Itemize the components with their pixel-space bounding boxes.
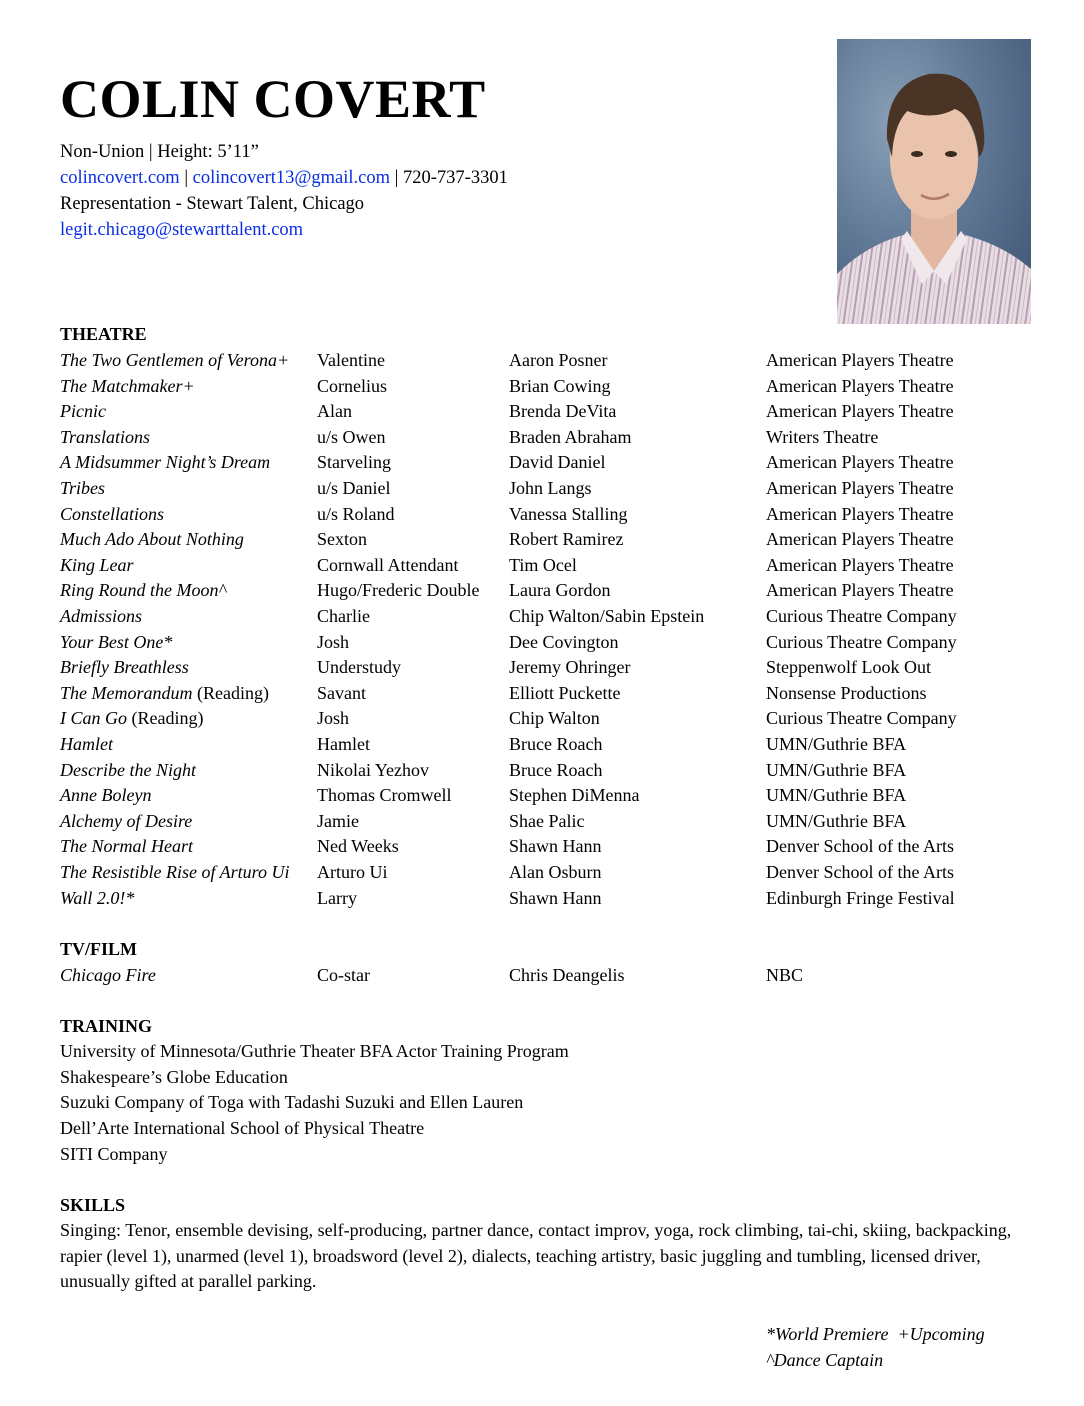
credit-role: Josh — [317, 708, 350, 729]
training-list — [60, 1039, 569, 1168]
credit-role: Charlie — [317, 606, 370, 626]
representation-line: Representation - Stewart Talent, Chicago — [60, 194, 365, 214]
credit-company: UMN/Guthrie BFA — [766, 759, 907, 780]
separator: | — [390, 168, 403, 188]
credit-title — [60, 782, 151, 808]
credit-title — [60, 680, 269, 706]
credit-row — [0, 603, 1084, 629]
credit-row — [0, 373, 1084, 399]
credit-title — [60, 424, 150, 450]
credit-director: Alan Osburn — [509, 862, 602, 882]
phone-number: 720-737-3301 — [403, 168, 508, 188]
show-title: King Lear — [60, 554, 134, 575]
credit-title — [60, 475, 105, 501]
credit-row — [0, 962, 1084, 988]
credit-director: Chip Walton/Sabin Epstein — [509, 606, 705, 626]
credit-role: Savant — [317, 682, 366, 703]
credit-title — [60, 859, 290, 885]
credit-director: Stephen DiMenna — [509, 785, 640, 806]
credit-row — [0, 757, 1084, 783]
credit-company: Nonsense Productions — [766, 682, 927, 703]
show-title: Anne Boleyn — [60, 785, 152, 806]
show-title: The Normal Heart — [60, 836, 194, 857]
show-title: Constellations — [60, 503, 165, 524]
credit-title — [60, 731, 113, 757]
credit-company: Curious Theatre Company — [766, 708, 957, 729]
show-title: Wall 2.0!* — [60, 887, 135, 908]
credit-row — [0, 501, 1084, 527]
credit-role: Co-star — [317, 965, 370, 985]
credit-note: (Reading) — [192, 682, 269, 703]
contact-line — [60, 165, 508, 191]
credit-director: Robert Ramirez — [509, 529, 624, 550]
credit-role: Jamie — [317, 810, 359, 831]
skills-heading: SKILLS — [60, 1195, 126, 1215]
credit-director: Chip Walton — [509, 708, 600, 729]
credit-role: Cornwall Attendant — [317, 554, 459, 575]
credit-row — [0, 885, 1084, 911]
headshot-photo — [837, 39, 1031, 324]
tvfilm-heading: TV/FILM — [60, 939, 138, 959]
credit-row — [0, 475, 1084, 501]
credit-title — [60, 501, 164, 527]
credit-role: Ned Weeks — [317, 836, 399, 857]
credit-director: Shawn Hann — [509, 836, 602, 857]
credit-company: American Players Theatre — [766, 529, 954, 550]
credit-company: UMN/Guthrie BFA — [766, 734, 907, 754]
training-item: Suzuki Company of Toga with Tadashi Suzuki and Ellen Lauren — [60, 1092, 524, 1113]
show-title: Picnic — [60, 401, 106, 422]
credit-role: Larry — [317, 887, 357, 908]
credit-company: American Players Theatre — [766, 554, 954, 575]
credit-role: Thomas Cromwell — [317, 785, 452, 806]
credit-director: Dee Covington — [509, 631, 619, 652]
theatre-heading: THEATRE — [60, 324, 147, 344]
legend-line-2: ^Dance Captain — [766, 1350, 884, 1370]
credit-title — [60, 603, 142, 629]
credit-title — [60, 808, 192, 834]
credit-role: Josh — [317, 631, 350, 652]
credit-role: u/s Owen — [317, 426, 386, 447]
show-title: Your Best One* — [60, 631, 173, 652]
credit-row — [0, 654, 1084, 680]
credit-row — [0, 449, 1084, 475]
credit-company: NBC — [766, 965, 804, 985]
credit-title — [60, 373, 195, 399]
credit-company: Denver School of the Arts — [766, 862, 954, 882]
credit-title — [60, 526, 244, 552]
contact-block — [60, 139, 508, 243]
credit-row — [0, 424, 1084, 450]
credit-company: Writers Theatre — [766, 426, 879, 447]
training-item: University of Minnesota/Guthrie Theater BFA Actor Training Program — [60, 1041, 569, 1061]
credit-director: John Langs — [509, 478, 592, 498]
credit-company: American Players Theatre — [766, 478, 954, 498]
separator: | — [179, 168, 193, 188]
credit-company: American Players Theatre — [766, 350, 954, 370]
credit-row — [0, 705, 1084, 731]
credit-role: Arturo Ui — [317, 862, 388, 882]
show-title: Admissions — [60, 606, 143, 626]
credit-title — [60, 705, 203, 731]
credit-director: Jeremy Ohringer — [509, 657, 631, 678]
credit-company: Edinburgh Fringe Festival — [766, 887, 955, 908]
credit-company: American Players Theatre — [766, 580, 954, 601]
credit-title — [60, 398, 106, 424]
training-item: Shakespeare’s Globe Education — [60, 1066, 288, 1087]
credit-row — [0, 808, 1084, 834]
credit-company: American Players Theatre — [766, 375, 954, 396]
credit-director: Vanessa Stalling — [509, 503, 628, 524]
credit-title — [60, 654, 189, 680]
training-item: SITI Company — [60, 1143, 168, 1164]
credit-director: Elliott Puckette — [509, 682, 621, 703]
credit-company: Curious Theatre Company — [766, 631, 957, 652]
show-title: Describe the Night — [60, 759, 196, 780]
credit-role: Hamlet — [317, 734, 370, 754]
credit-row — [0, 577, 1084, 603]
show-title: Much Ado About Nothing — [60, 529, 244, 550]
credit-company: Denver School of the Arts — [766, 836, 954, 857]
union-height-line: Non-Union | Height: 5’11” — [60, 142, 259, 162]
credit-title — [60, 449, 270, 475]
email-link[interactable]: colincovert13@gmail.com — [192, 168, 391, 188]
credit-company: UMN/Guthrie BFA — [766, 785, 907, 806]
credit-director: Bruce Roach — [509, 734, 603, 754]
credit-row — [0, 347, 1084, 373]
credit-director: David Daniel — [509, 452, 606, 473]
credit-company: Curious Theatre Company — [766, 606, 957, 626]
credit-title — [60, 577, 226, 603]
show-title: Briefly Breathless — [60, 657, 189, 678]
show-title: Chicago Fire — [60, 965, 156, 985]
show-title: Ring Round the Moon^ — [60, 580, 227, 601]
credit-role: Valentine — [317, 350, 385, 370]
legend-line-1: *World Premiere +Upcoming — [766, 1324, 985, 1344]
credit-role: Starveling — [317, 452, 391, 473]
show-title: The Two Gentlemen of Verona+ — [60, 350, 290, 370]
skills-text: Singing: Tenor, ensemble devising, self-producing, partner dance, contact improv, yoga, rock climbing, tai-chi, skiing, backpacking, rapier (level 1), unarmed (level 1), broadsword (level 2), dialects, teaching artistry, basic juggling and tumbling, licensed driver, unusually gifted at parallel parking. — [60, 1220, 1012, 1292]
representation-email-link[interactable]: legit.chicago@stewarttalent.com — [60, 220, 304, 240]
credit-role: u/s Roland — [317, 503, 395, 524]
credit-director: Braden Abraham — [509, 426, 632, 447]
credit-director: Shawn Hann — [509, 887, 602, 908]
show-title: A Midsummer Night’s Dream — [60, 452, 271, 473]
credit-role: Hugo/Frederic Double — [317, 580, 480, 601]
credit-company: UMN/Guthrie BFA — [766, 810, 907, 831]
credit-company: American Players Theatre — [766, 452, 954, 473]
credit-row — [0, 782, 1084, 808]
credit-row — [0, 398, 1084, 424]
credit-director: Shae Palic — [509, 810, 585, 831]
credit-director: Aaron Posner — [509, 350, 608, 370]
show-title: Tribes — [60, 478, 106, 498]
credit-director: Bruce Roach — [509, 759, 603, 780]
show-title: Translations — [60, 426, 151, 447]
credit-row — [0, 526, 1084, 552]
credit-director: Tim Ocel — [509, 554, 577, 575]
credit-director: Chris Deangelis — [509, 965, 625, 985]
credit-director: Brenda DeVita — [509, 401, 617, 422]
credit-title — [60, 757, 196, 783]
credit-role: Nikolai Yezhov — [317, 759, 429, 780]
credit-director: Laura Gordon — [509, 580, 611, 601]
credit-role: Cornelius — [317, 375, 387, 396]
website-link[interactable]: colincovert.com — [60, 168, 180, 188]
actor-name: COLIN COVERT — [60, 69, 486, 129]
credit-company: American Players Theatre — [766, 503, 954, 524]
credit-title — [60, 347, 289, 373]
show-title: Alchemy of Desire — [60, 810, 193, 831]
credit-row — [0, 680, 1084, 706]
show-title: The Memorandum — [60, 682, 193, 703]
credit-role: u/s Daniel — [317, 478, 391, 498]
training-item: Dell’Arte International School of Physical Theatre — [60, 1118, 425, 1139]
credit-row — [0, 731, 1084, 757]
show-title: The Resistible Rise of Arturo Ui — [60, 862, 290, 882]
credit-role: Sexton — [317, 529, 368, 550]
credit-title — [60, 552, 134, 578]
credit-row — [0, 859, 1084, 885]
show-title: The Matchmaker+ — [60, 375, 195, 396]
credit-row — [0, 833, 1084, 859]
legend — [766, 1321, 985, 1373]
credit-title — [60, 629, 172, 655]
credit-title — [60, 833, 193, 859]
credit-role: Understudy — [317, 657, 401, 678]
credit-row — [0, 629, 1084, 655]
credit-note: (Reading) — [127, 708, 204, 729]
credit-director: Brian Cowing — [509, 375, 611, 396]
credit-company: American Players Theatre — [766, 401, 954, 422]
training-heading: TRAINING — [60, 1016, 153, 1036]
show-title: Hamlet — [60, 734, 113, 754]
show-title: I Can Go — [60, 708, 127, 729]
credit-role: Alan — [317, 401, 352, 422]
credit-company: Steppenwolf Look Out — [766, 657, 931, 678]
credit-title — [60, 885, 134, 911]
credit-title — [60, 962, 156, 988]
credit-row — [0, 552, 1084, 578]
